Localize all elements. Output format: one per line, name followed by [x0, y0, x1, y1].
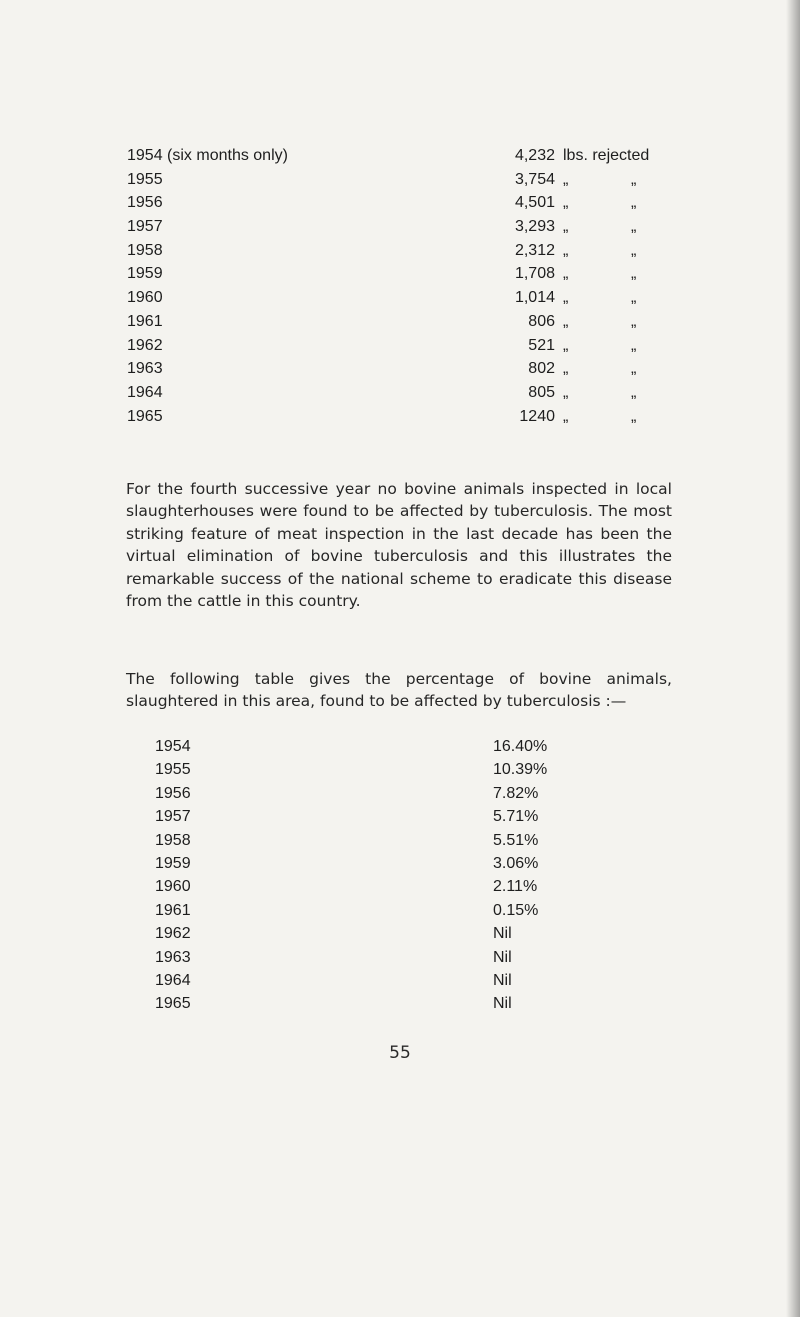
ditto-mark: „ [631, 312, 637, 330]
ditto-mark: „ [563, 289, 569, 307]
year-label: 1963 [155, 948, 191, 966]
ditto-mark: „ [631, 407, 637, 425]
ditto-mark: „ [631, 289, 637, 307]
year-label: 1964 [155, 971, 191, 989]
page-edge-shadow [786, 0, 800, 1317]
rejected-weight: 1240 [519, 407, 555, 425]
ditto-mark: „ [631, 170, 637, 188]
table-row [0, 994, 800, 1017]
year-label: 1960 [127, 289, 163, 307]
ditto-mark: „ [563, 383, 569, 401]
table-row [127, 217, 687, 241]
percentage-value: 3.06% [493, 854, 539, 872]
year-label: 1960 [155, 878, 191, 896]
table-row [0, 971, 800, 994]
percentage-value: 16.40% [493, 738, 548, 755]
ditto-mark: „ [563, 407, 569, 425]
year-label: 1959 [155, 854, 191, 872]
ditto-mark: „ [563, 312, 569, 330]
table-row [0, 831, 800, 854]
unit-label: lbs. rejected [563, 147, 650, 164]
table-row [0, 924, 800, 947]
table-row [0, 854, 800, 877]
ditto-mark: „ [631, 383, 637, 401]
table-row [127, 383, 687, 407]
page-number: 55 [389, 1043, 411, 1063]
ditto-mark: „ [631, 336, 637, 354]
table-row [0, 784, 800, 807]
year-label: 1956 [155, 784, 191, 802]
ditto-mark: „ [563, 170, 569, 188]
year-label: 1955 [127, 170, 163, 188]
percentage-value: Nil [493, 995, 512, 1013]
table-row [127, 241, 687, 265]
ditto-mark: „ [563, 360, 569, 378]
table-row [127, 193, 687, 217]
table-row [127, 407, 687, 431]
year-label: 1955 [155, 761, 191, 779]
table-row [127, 359, 687, 383]
rejected-weight: 3,293 [514, 218, 555, 236]
percentage-value: Nil [493, 925, 512, 943]
year-label: 1958 [127, 241, 163, 259]
year-label: 1958 [155, 831, 191, 849]
year-label: 1956 [127, 194, 163, 212]
year-label: 1965 [155, 995, 191, 1013]
table-row [127, 336, 687, 360]
percentage-value: 2.11% [493, 878, 538, 896]
ditto-mark: „ [631, 194, 637, 212]
ditto-mark: „ [631, 241, 637, 259]
rejected-weight: 4,501 [514, 194, 555, 212]
rejected-weight: 521 [528, 336, 555, 354]
table-row [127, 146, 687, 170]
year-label: 1963 [127, 360, 163, 378]
percentage-value: Nil [493, 948, 512, 966]
table-row [0, 760, 800, 783]
year-label: 1954 [155, 738, 191, 755]
rejected-weight: 806 [528, 312, 555, 330]
year-label: 1962 [127, 336, 163, 354]
table-row [0, 877, 800, 900]
rejected-weight: 2,312 [514, 241, 555, 259]
rejected-weight: 802 [528, 360, 555, 378]
year-label: 1962 [155, 925, 191, 943]
year-label: 1964 [127, 383, 163, 401]
year-label: 1959 [127, 265, 163, 283]
ditto-mark: „ [563, 265, 569, 283]
ditto-mark: „ [563, 218, 569, 236]
percentage-value: 0.15% [493, 901, 539, 919]
percentage-value: 10.39% [493, 761, 548, 779]
ditto-mark: „ [563, 241, 569, 259]
year-label: 1954 (six months only) [127, 147, 288, 164]
year-label: 1961 [155, 901, 191, 919]
percentage-value: Nil [493, 971, 512, 989]
year-label: 1961 [127, 312, 163, 330]
table-row [127, 264, 687, 288]
rejected-weight: 1,014 [514, 289, 555, 307]
rejected-weight: 805 [528, 383, 555, 401]
ditto-mark: „ [631, 218, 637, 236]
paragraph-tuberculosis-eradication: For the fourth successive year no bovine animals inspected in local slaughterhouses were found to be affected by tuberculosis. The most striking feature of meat inspection in the last decade has been the virtual elimination of bovine tuberculosis and this illustrates the remarkable success of the national scheme to eradicate this disease from the cattle in this country. [126, 479, 672, 610]
percentage-value: 5.51% [493, 831, 539, 849]
year-label: 1965 [127, 407, 163, 425]
percentage-value: 7.82% [493, 784, 539, 802]
percentage-value: 5.71% [493, 808, 539, 826]
table-row [0, 948, 800, 971]
year-label: 1957 [127, 218, 163, 236]
rejected-weight: 1,708 [514, 265, 555, 283]
table-row [0, 807, 800, 830]
percentage-table [0, 737, 800, 1018]
ditto-mark: „ [563, 194, 569, 212]
ditto-mark: „ [631, 265, 637, 283]
ditto-mark: „ [563, 336, 569, 354]
table-row [0, 737, 800, 760]
table-row [127, 170, 687, 194]
table-row [127, 288, 687, 312]
rejected-weight: 4,232 [514, 147, 555, 164]
rejected-meat-table [127, 146, 687, 430]
year-label: 1957 [155, 808, 191, 826]
ditto-mark: „ [631, 360, 637, 378]
paragraph-percentage-intro: The following table gives the percentage of bovine animals, slaughtered in this area, found to be affected by tuberculosis :— [126, 669, 672, 710]
table-row [0, 901, 800, 924]
table-row [127, 312, 687, 336]
rejected-weight: 3,754 [514, 170, 555, 188]
